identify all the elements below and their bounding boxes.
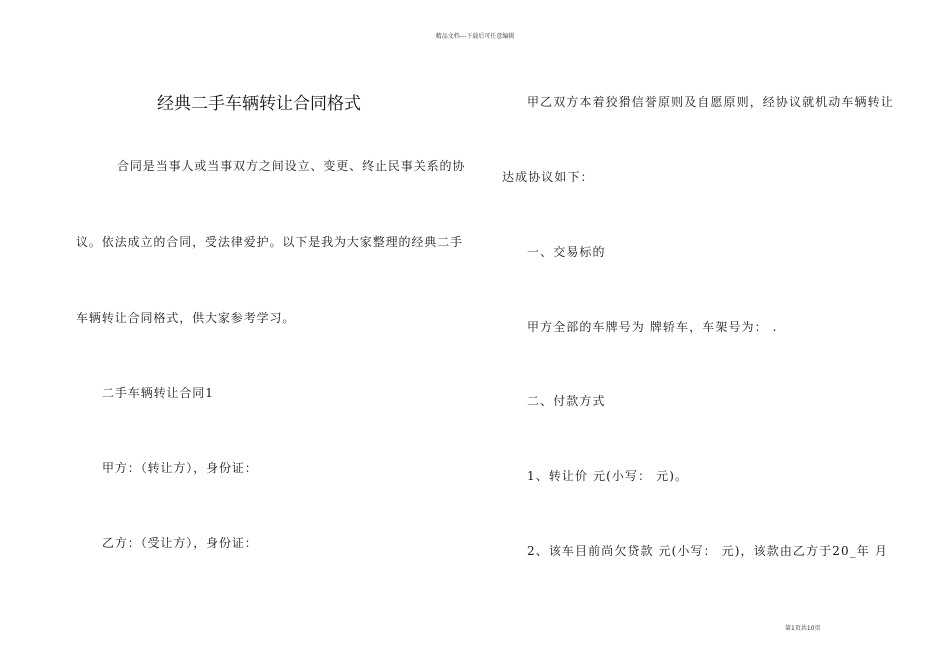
- right-line-4: 甲方全部的车牌号为 牌轿车，车架号为： .: [527, 320, 778, 334]
- intro-line-1: 合同是当事人或当事双方之间设立、变更、终止民事关系的协: [117, 159, 466, 173]
- party-a-line: 甲方：（转让方），身份证：: [102, 461, 258, 475]
- right-line-5: 二、付款方式: [527, 394, 606, 408]
- party-b-line: 乙方：（受让方），身份证：: [102, 536, 258, 550]
- intro-line-3: 车辆转让合同格式，供大家参考学习。: [76, 311, 296, 325]
- right-line-6: 1、转让价 元(小写： 元)。: [527, 469, 689, 483]
- section-heading: 二手车辆转让合同1: [102, 386, 214, 400]
- intro-line-2: 议。依法成立的合同，受法律爱护。以下是我为大家整理的经典二手: [76, 235, 464, 249]
- page-indicator: 第1页共10页: [785, 625, 821, 632]
- header-note: 精品文档---下载后可任意编辑: [435, 33, 515, 40]
- document-title: 经典二手车辆转让合同格式: [157, 94, 361, 114]
- right-line-1: 甲乙双方本着狡猾信誉原则及自愿原则，经协议就机动车辆转让: [527, 95, 894, 109]
- right-line-7: 2、该车目前尚欠贷款 元(小写： 元)，该款由乙方于20_年 月: [527, 544, 888, 558]
- right-line-3: 一、交易标的: [527, 245, 606, 259]
- right-line-2: 达成协议如下：: [502, 170, 594, 184]
